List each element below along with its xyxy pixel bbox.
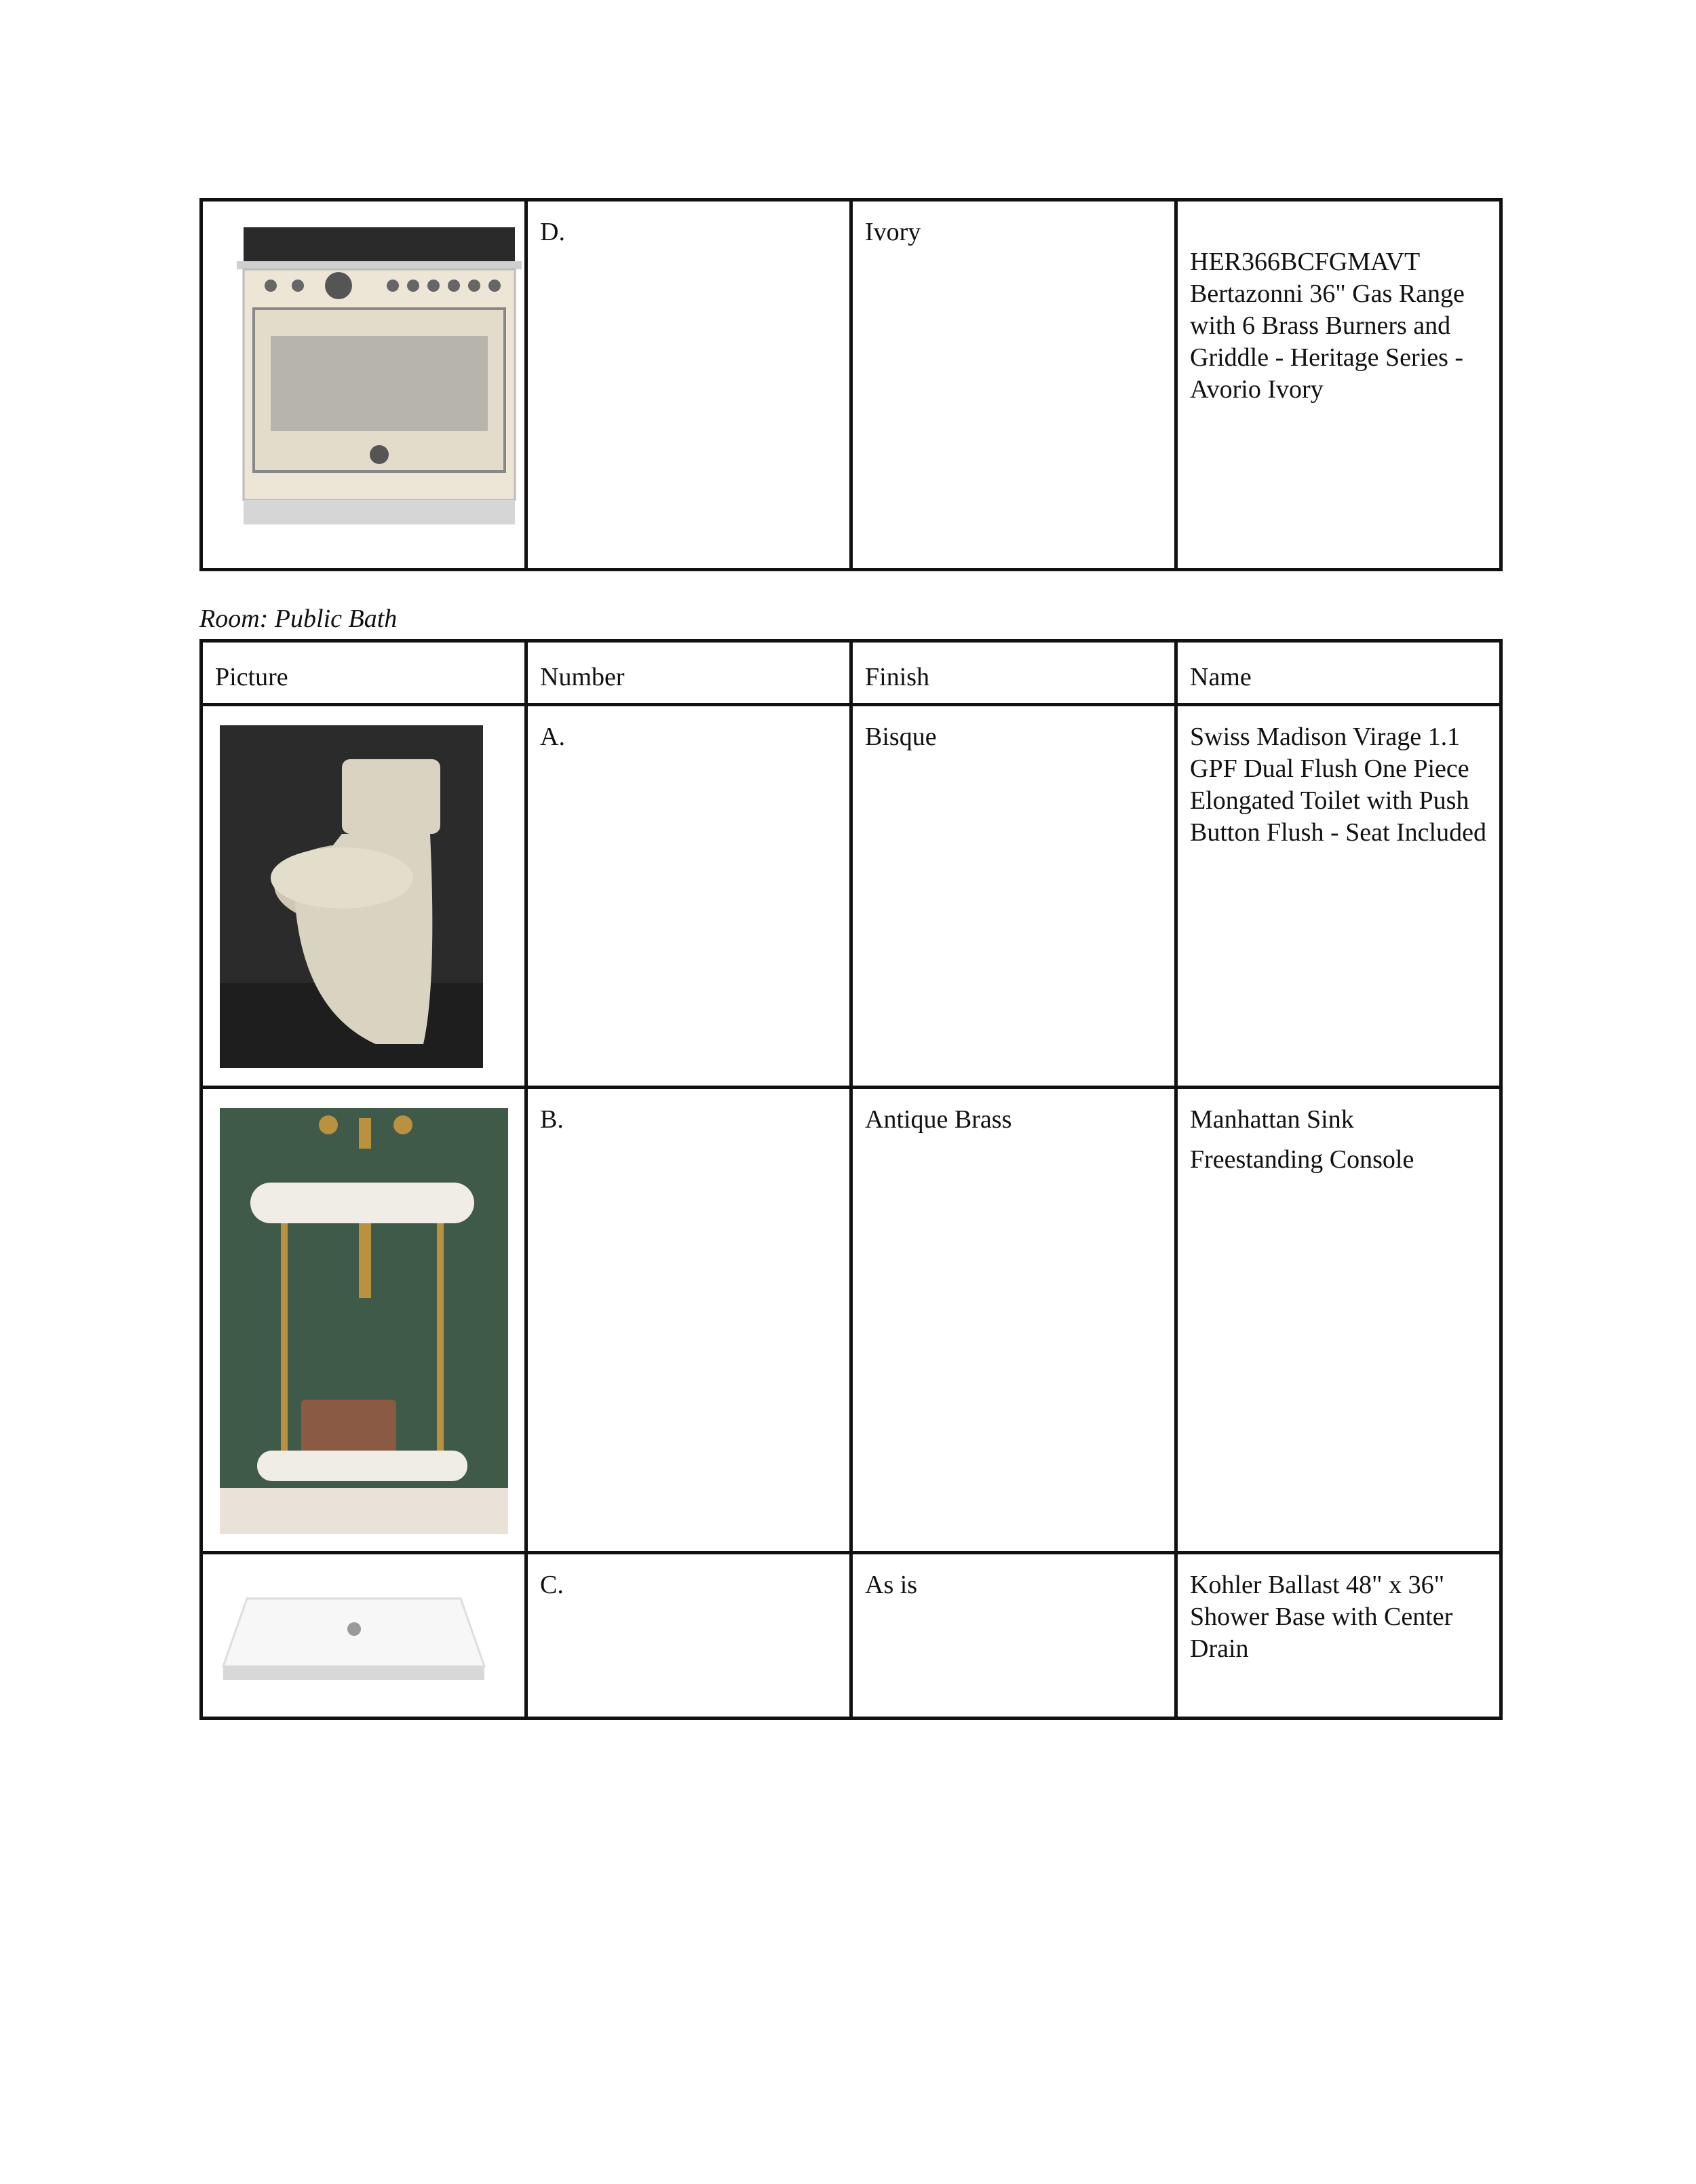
console-sink-image [220, 1108, 508, 1534]
number-cell: C. [526, 1553, 851, 1719]
number-cell: D. [526, 200, 851, 570]
name-cell [1176, 200, 1501, 570]
gas-range-image [230, 221, 528, 526]
header-name: Name [1176, 641, 1501, 705]
picture-cell [201, 200, 526, 570]
number-cell: A. [526, 705, 851, 1088]
finish-cell: As is [851, 1553, 1176, 1719]
bath-table [199, 639, 1503, 1720]
room-label: Room: Public Bath [199, 605, 398, 633]
product-name-line2: Freestanding Console [1190, 1145, 1414, 1174]
table-row [201, 1553, 1501, 1719]
range-table [199, 198, 1503, 571]
table-row [201, 1088, 1501, 1553]
name-cell [1176, 1088, 1501, 1553]
product-name-line1: Manhattan Sink [1190, 1105, 1354, 1134]
header-picture: Picture [201, 641, 526, 705]
header-row [201, 641, 1501, 705]
finish-cell: Bisque [851, 705, 1176, 1088]
toilet-image [220, 725, 483, 1068]
header-number: Number [526, 641, 851, 705]
header-finish: Finish [851, 641, 1176, 705]
picture-cell [201, 1088, 526, 1553]
number-cell: B. [526, 1088, 851, 1553]
picture-cell [201, 1553, 526, 1719]
finish-cell: Antique Brass [851, 1088, 1176, 1553]
table-row [201, 705, 1501, 1088]
finish-cell: Ivory [851, 200, 1176, 570]
shower-base-image [220, 1592, 488, 1687]
picture-cell [201, 705, 526, 1088]
table-row [201, 200, 1501, 570]
name-cell: Kohler Ballast 48" x 36" Shower Base with Center Drain [1176, 1553, 1501, 1719]
name-cell: Swiss Madison Virage 1.1 GPF Dual Flush One Piece Elongated Toilet with Push Button Flush - Seat Included [1176, 705, 1501, 1088]
product-name: HER366BCFGMAVT Bertazonni 36" Gas Range with 6 Brass Burners and Griddle - Heritage Series - Avorio Ivory [1190, 248, 1465, 404]
